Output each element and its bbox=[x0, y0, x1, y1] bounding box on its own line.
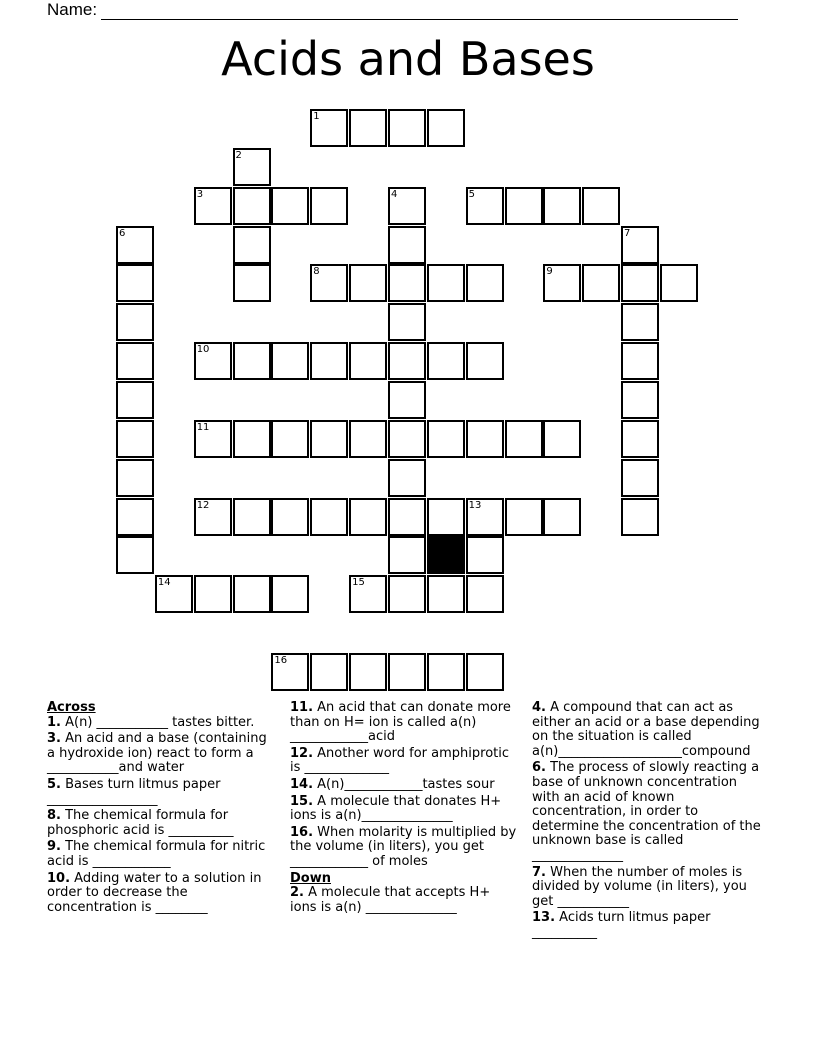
clue-text: Bases turn litmus paper _________________ bbox=[47, 776, 221, 807]
crossword-cell[interactable] bbox=[582, 187, 620, 225]
crossword-cell[interactable] bbox=[116, 536, 154, 574]
crossword-cell[interactable] bbox=[466, 653, 504, 691]
clue-number: 15 bbox=[352, 577, 365, 589]
crossword-cell[interactable] bbox=[116, 420, 154, 458]
clue-number: 1. bbox=[47, 714, 61, 730]
clue-text: When the number of moles is divided by volume (in liters), you get ___________ bbox=[532, 864, 747, 909]
crossword-cell[interactable] bbox=[310, 420, 348, 458]
across-heading: Across bbox=[47, 700, 96, 715]
clue-number: 6. bbox=[532, 760, 546, 776]
crossword-cell[interactable] bbox=[466, 187, 504, 225]
clue-number: 15. bbox=[290, 793, 314, 809]
crossword-cell[interactable] bbox=[233, 498, 271, 536]
crossword-cell[interactable] bbox=[427, 575, 465, 613]
crossword-cell[interactable] bbox=[427, 264, 465, 302]
clue bbox=[290, 826, 518, 870]
clue-number: 16. bbox=[290, 824, 314, 840]
crossword-cell[interactable] bbox=[349, 420, 387, 458]
clue-text: Adding water to a solution in order to decrease the concentration is ________ bbox=[47, 870, 262, 915]
page-title: Acids and Bases bbox=[221, 32, 595, 86]
crossword-cell[interactable] bbox=[194, 342, 232, 380]
crossword-cell[interactable] bbox=[116, 226, 154, 264]
crossword-cell[interactable] bbox=[543, 498, 581, 536]
crossword-cell[interactable] bbox=[388, 575, 426, 613]
clue bbox=[290, 778, 518, 793]
crossword-cell[interactable] bbox=[388, 498, 426, 536]
crossword-cell[interactable] bbox=[466, 575, 504, 613]
clue-text: Another word for amphiprotic is _____________ bbox=[290, 745, 510, 776]
clue-number: 5 bbox=[468, 188, 476, 200]
clue bbox=[47, 809, 275, 838]
crossword-cell[interactable] bbox=[582, 264, 620, 302]
clue-text: The chemical formula for phosphoric acid is __________ bbox=[47, 808, 234, 838]
clue-number: 9 bbox=[546, 266, 553, 278]
crossword-cell[interactable] bbox=[660, 264, 698, 302]
crossword-cell[interactable] bbox=[155, 575, 193, 613]
crossword-cell[interactable] bbox=[233, 342, 271, 380]
crossword-cell[interactable] bbox=[388, 381, 426, 419]
crossword-cell[interactable] bbox=[427, 653, 465, 691]
crossword-cell[interactable] bbox=[388, 187, 426, 225]
crossword-cell[interactable] bbox=[621, 381, 659, 419]
clue-column-2 bbox=[290, 701, 518, 917]
crossword-cell[interactable] bbox=[310, 498, 348, 536]
clue-text: An acid and a base (containing a hydroxide ion) react to form a ___________and water bbox=[47, 731, 267, 776]
crossword-cell[interactable] bbox=[388, 226, 426, 264]
clue-text: A molecule that accepts H+ ions is a(n) ______________ bbox=[290, 885, 491, 915]
clue-number: 11 bbox=[196, 421, 210, 433]
crossword-cell[interactable] bbox=[194, 420, 232, 458]
crossword-cell[interactable] bbox=[271, 420, 309, 458]
crossword-cell[interactable] bbox=[116, 303, 154, 341]
crossword-cell[interactable] bbox=[349, 653, 387, 691]
clue-number: 10. bbox=[47, 870, 71, 886]
crossword-cell[interactable] bbox=[388, 303, 426, 341]
crossword-cell[interactable] bbox=[349, 575, 387, 613]
crossword-cell[interactable] bbox=[388, 653, 426, 691]
clue-number: 11. bbox=[290, 700, 314, 715]
clue-number: 2 bbox=[235, 149, 242, 161]
clue-text: An acid that can donate more than on H= ion is called a(n) ____________acid bbox=[290, 700, 511, 745]
clue-number: 8 bbox=[313, 266, 320, 278]
clue bbox=[47, 840, 275, 869]
clue-text: A molecule that donates H+ ions is a(n)______________ bbox=[290, 793, 502, 824]
crossword-cell[interactable] bbox=[310, 264, 348, 302]
clue-number: 4. bbox=[532, 700, 546, 715]
clue bbox=[532, 761, 768, 863]
crossword-cell[interactable] bbox=[116, 342, 154, 380]
crossword-cell[interactable] bbox=[505, 498, 543, 536]
clue bbox=[290, 747, 518, 776]
crossword-cell[interactable] bbox=[543, 264, 581, 302]
clue bbox=[47, 778, 275, 807]
clue-number: 6 bbox=[119, 227, 126, 239]
clue-number: 13 bbox=[468, 499, 482, 511]
clue-text: A compound that can act as either an acid or a base depending on the situation is called a(n)___________________compound bbox=[532, 700, 760, 759]
crossword-cell[interactable] bbox=[116, 381, 154, 419]
clue-number: 14. bbox=[290, 776, 314, 792]
crossword-cell[interactable] bbox=[310, 187, 348, 225]
clue bbox=[532, 701, 768, 759]
crossword-cell[interactable] bbox=[621, 226, 659, 264]
crossword-cell[interactable] bbox=[427, 342, 465, 380]
clue-number: 12. bbox=[290, 745, 314, 761]
crossword-cell[interactable] bbox=[271, 653, 309, 691]
crossword-cell[interactable] bbox=[194, 498, 232, 536]
clue-number: 3 bbox=[196, 188, 204, 200]
down-heading: Down bbox=[290, 870, 331, 886]
crossword-cell[interactable] bbox=[271, 187, 309, 225]
crossword-cell[interactable] bbox=[194, 187, 232, 225]
crossword-cell[interactable] bbox=[427, 420, 465, 458]
crossword-cell[interactable] bbox=[310, 342, 348, 380]
clue bbox=[290, 795, 518, 824]
crossword-cell[interactable] bbox=[349, 109, 387, 147]
crossword-cell[interactable] bbox=[116, 264, 154, 302]
crossword-cell[interactable] bbox=[233, 420, 271, 458]
crossword-cell[interactable] bbox=[233, 148, 271, 186]
black-cell bbox=[427, 536, 465, 574]
clue bbox=[290, 701, 518, 745]
crossword-cell[interactable] bbox=[194, 575, 232, 613]
crossword-cell[interactable] bbox=[466, 498, 504, 536]
crossword-cell[interactable] bbox=[466, 264, 504, 302]
clue-number: 16 bbox=[274, 654, 288, 666]
clue-column-1 bbox=[47, 701, 275, 917]
clue-number: 1 bbox=[313, 111, 320, 122]
crossword-cell[interactable] bbox=[388, 420, 426, 458]
crossword-cell[interactable] bbox=[427, 109, 465, 147]
clue-column-3 bbox=[532, 701, 768, 943]
crossword-cell[interactable] bbox=[233, 187, 271, 225]
crossword-cell[interactable] bbox=[310, 109, 348, 147]
crossword-cell[interactable] bbox=[621, 303, 659, 341]
crossword-cell[interactable] bbox=[621, 264, 659, 302]
crossword-cell[interactable] bbox=[388, 342, 426, 380]
crossword-cell[interactable] bbox=[543, 187, 581, 225]
clue bbox=[47, 732, 275, 776]
clue-number: 2. bbox=[290, 885, 304, 901]
clue-number: 9. bbox=[47, 839, 61, 855]
clue-number: 12 bbox=[196, 499, 210, 511]
crossword-cell[interactable] bbox=[621, 459, 659, 497]
clue-number: 13. bbox=[532, 910, 556, 926]
clue bbox=[47, 872, 275, 916]
clue-text: A(n)____________tastes sour bbox=[313, 776, 495, 792]
clue-text: A(n) ___________ tastes bitter. bbox=[60, 714, 255, 730]
crossword-cell[interactable] bbox=[310, 653, 348, 691]
clue-number: 7 bbox=[624, 227, 631, 239]
crossword-cell[interactable] bbox=[466, 420, 504, 458]
crossword-cell[interactable] bbox=[388, 264, 426, 302]
crossword-cell[interactable] bbox=[271, 575, 309, 613]
crossword-cell[interactable] bbox=[388, 536, 426, 574]
clue bbox=[532, 911, 768, 940]
crossword-cell[interactable] bbox=[116, 498, 154, 536]
crossword-cell[interactable] bbox=[271, 498, 309, 536]
crossword-cell[interactable] bbox=[116, 459, 154, 497]
crossword-cell[interactable] bbox=[466, 342, 504, 380]
crossword-cell[interactable] bbox=[233, 264, 271, 302]
crossword-cell[interactable] bbox=[505, 420, 543, 458]
clue-number: 5. bbox=[47, 776, 61, 792]
clue-number: 10 bbox=[196, 344, 210, 356]
crossword-cell[interactable] bbox=[349, 498, 387, 536]
clue-number: 7. bbox=[532, 864, 546, 880]
name-label: Name: bbox=[47, 0, 98, 19]
clue-text: The process of slowly reacting a base of unknown concentration with an acid of known concentration, in order to determine the concentration of the unknown base is called ______________ bbox=[532, 760, 761, 863]
crossword-cell[interactable] bbox=[233, 575, 271, 613]
crossword-cell[interactable] bbox=[621, 342, 659, 380]
crossword-cell[interactable] bbox=[543, 420, 581, 458]
crossword-cell[interactable] bbox=[427, 498, 465, 536]
clue bbox=[290, 886, 518, 915]
clue-text: The chemical formula for nitric acid is ____________ bbox=[47, 839, 266, 869]
crossword-cell[interactable] bbox=[233, 226, 271, 264]
clue-number: 4 bbox=[390, 188, 398, 200]
crossword-cell[interactable] bbox=[466, 536, 504, 574]
crossword-cell[interactable] bbox=[621, 498, 659, 536]
crossword-cell[interactable] bbox=[621, 420, 659, 458]
clue bbox=[47, 716, 275, 731]
clue-number: 8. bbox=[47, 808, 61, 824]
clue bbox=[532, 866, 768, 910]
crossword-cell[interactable] bbox=[505, 187, 543, 225]
crossword-cell[interactable] bbox=[271, 342, 309, 380]
clue-number: 14 bbox=[157, 577, 171, 589]
crossword-cell[interactable] bbox=[388, 109, 426, 147]
crossword-cell[interactable] bbox=[388, 459, 426, 497]
clue-text: Acids turn litmus paper __________ bbox=[532, 910, 711, 940]
clue-number: 3. bbox=[47, 731, 61, 747]
crossword-cell[interactable] bbox=[349, 264, 387, 302]
clue-text: When molarity is multiplied by the volume (in liters), you get ____________ of moles bbox=[290, 824, 517, 869]
crossword-cell[interactable] bbox=[349, 342, 387, 380]
